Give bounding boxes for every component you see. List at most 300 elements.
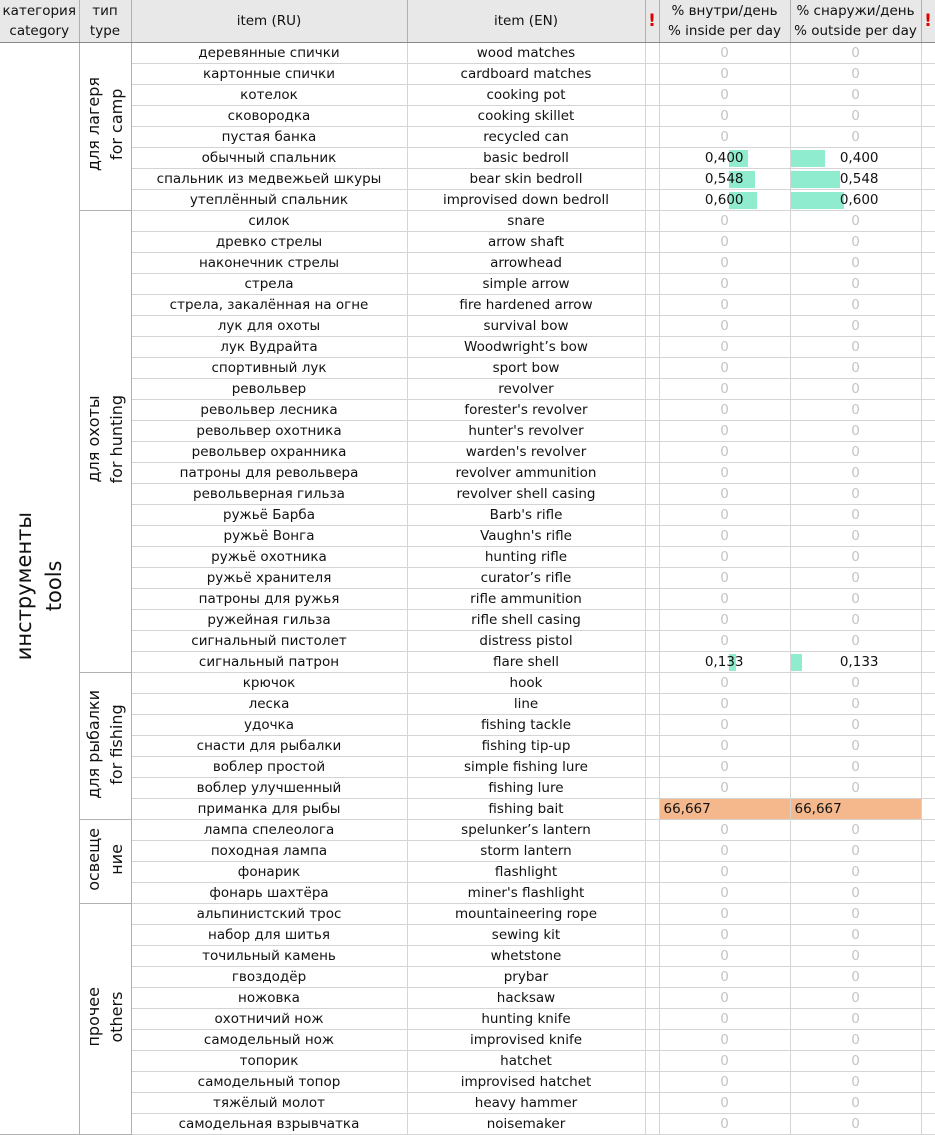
flag-cell-2[interactable]	[921, 106, 935, 127]
outside-value-cell[interactable]: 0	[790, 127, 921, 148]
header-exclamation-2[interactable]: !	[921, 0, 935, 43]
flag-cell-2[interactable]	[921, 1072, 935, 1093]
flag-cell-1[interactable]	[645, 610, 659, 631]
inside-value-cell[interactable]: 0	[659, 421, 790, 442]
category-cell[interactable]	[0, 43, 79, 1135]
flag-cell-1[interactable]	[645, 1114, 659, 1135]
item-en-cell[interactable]: wood matches	[407, 43, 645, 64]
outside-value-cell[interactable]: 0	[790, 85, 921, 106]
inside-value-cell[interactable]: 0	[659, 127, 790, 148]
outside-value-cell[interactable]: 0	[790, 631, 921, 652]
item-ru-cell[interactable]: ружьё хранителя	[131, 568, 407, 589]
item-ru-cell[interactable]: утеплённый спальник	[131, 190, 407, 211]
item-en-cell[interactable]: storm lantern	[407, 841, 645, 862]
flag-cell-1[interactable]	[645, 673, 659, 694]
flag-cell-1[interactable]	[645, 190, 659, 211]
flag-cell-2[interactable]	[921, 652, 935, 673]
flag-cell-2[interactable]	[921, 904, 935, 925]
outside-value-cell[interactable]: 0	[790, 1051, 921, 1072]
item-ru-cell[interactable]: стрела	[131, 274, 407, 295]
header-item-en[interactable]: item (EN)	[407, 0, 645, 43]
flag-cell-1[interactable]	[645, 358, 659, 379]
inside-value-cell[interactable]: 0	[659, 526, 790, 547]
flag-cell-1[interactable]	[645, 211, 659, 232]
outside-value-cell[interactable]: 0	[790, 463, 921, 484]
item-en-cell[interactable]: improvised knife	[407, 1030, 645, 1051]
flag-cell-2[interactable]	[921, 862, 935, 883]
inside-value-cell[interactable]: 0	[659, 631, 790, 652]
flag-cell-2[interactable]	[921, 169, 935, 190]
inside-value-cell[interactable]: 0	[659, 736, 790, 757]
outside-value-cell[interactable]: 0	[790, 967, 921, 988]
inside-value-cell[interactable]: 0	[659, 967, 790, 988]
flag-cell-2[interactable]	[921, 610, 935, 631]
item-en-cell[interactable]: basic bedroll	[407, 148, 645, 169]
inside-value-cell[interactable]	[659, 169, 790, 190]
item-en-cell[interactable]: rifle ammunition	[407, 589, 645, 610]
flag-cell-1[interactable]	[645, 841, 659, 862]
inside-value-cell[interactable]: 0	[659, 295, 790, 316]
flag-cell-1[interactable]	[645, 1051, 659, 1072]
outside-value-cell[interactable]: 0	[790, 232, 921, 253]
flag-cell-2[interactable]	[921, 547, 935, 568]
flag-cell-1[interactable]	[645, 463, 659, 484]
inside-value-cell[interactable]: 66,667	[659, 799, 790, 820]
item-ru-cell[interactable]: спальник из медвежьей шкуры	[131, 169, 407, 190]
flag-cell-2[interactable]	[921, 64, 935, 85]
item-en-cell[interactable]: whetstone	[407, 946, 645, 967]
flag-cell-2[interactable]	[921, 253, 935, 274]
flag-cell-1[interactable]	[645, 169, 659, 190]
inside-value-cell[interactable]: 0	[659, 463, 790, 484]
type-group-cell[interactable]	[79, 211, 131, 673]
item-ru-cell[interactable]: крючок	[131, 673, 407, 694]
header-category[interactable]: категория category	[0, 0, 79, 43]
inside-value-cell[interactable]: 0	[659, 106, 790, 127]
outside-value-cell[interactable]	[790, 190, 921, 211]
flag-cell-1[interactable]	[645, 1093, 659, 1114]
flag-cell-1[interactable]	[645, 946, 659, 967]
flag-cell-1[interactable]	[645, 1072, 659, 1093]
flag-cell-1[interactable]	[645, 148, 659, 169]
item-ru-cell[interactable]: удочка	[131, 715, 407, 736]
item-en-cell[interactable]: recycled can	[407, 127, 645, 148]
outside-value-cell[interactable]: 0	[790, 589, 921, 610]
inside-value-cell[interactable]: 0	[659, 778, 790, 799]
outside-value-cell[interactable]: 0	[790, 883, 921, 904]
flag-cell-1[interactable]	[645, 778, 659, 799]
flag-cell-1[interactable]	[645, 442, 659, 463]
item-ru-cell[interactable]: снасти для рыбалки	[131, 736, 407, 757]
item-en-cell[interactable]: noisemaker	[407, 1114, 645, 1135]
item-ru-cell[interactable]: тяжёлый молот	[131, 1093, 407, 1114]
item-ru-cell[interactable]: древко стрелы	[131, 232, 407, 253]
item-en-cell[interactable]: fire hardened arrow	[407, 295, 645, 316]
flag-cell-2[interactable]	[921, 358, 935, 379]
outside-value-cell[interactable]: 0	[790, 568, 921, 589]
type-group-cell[interactable]	[79, 43, 131, 211]
outside-value-cell[interactable]: 0	[790, 1009, 921, 1030]
item-ru-cell[interactable]: спортивный лук	[131, 358, 407, 379]
flag-cell-2[interactable]	[921, 463, 935, 484]
inside-value-cell[interactable]: 0	[659, 862, 790, 883]
outside-value-cell[interactable]: 0	[790, 442, 921, 463]
item-ru-cell[interactable]: деревянные спички	[131, 43, 407, 64]
item-ru-cell[interactable]: револьвер лесника	[131, 400, 407, 421]
item-en-cell[interactable]: cooking pot	[407, 85, 645, 106]
flag-cell-1[interactable]	[645, 232, 659, 253]
item-en-cell[interactable]: warden's revolver	[407, 442, 645, 463]
item-ru-cell[interactable]: топорик	[131, 1051, 407, 1072]
outside-value-cell[interactable]: 0	[790, 505, 921, 526]
inside-value-cell[interactable]: 0	[659, 64, 790, 85]
item-en-cell[interactable]: Barb's rifle	[407, 505, 645, 526]
flag-cell-1[interactable]	[645, 967, 659, 988]
flag-cell-2[interactable]	[921, 589, 935, 610]
item-ru-cell[interactable]: патроны для револьвера	[131, 463, 407, 484]
flag-cell-2[interactable]	[921, 421, 935, 442]
flag-cell-2[interactable]	[921, 442, 935, 463]
inside-value-cell[interactable]: 0	[659, 883, 790, 904]
flag-cell-1[interactable]	[645, 1009, 659, 1030]
flag-cell-2[interactable]	[921, 379, 935, 400]
outside-value-cell[interactable]: 0	[790, 925, 921, 946]
outside-value-cell[interactable]: 0	[790, 1114, 921, 1135]
item-ru-cell[interactable]: револьвер	[131, 379, 407, 400]
flag-cell-1[interactable]	[645, 127, 659, 148]
flag-cell-1[interactable]	[645, 526, 659, 547]
flag-cell-2[interactable]	[921, 484, 935, 505]
flag-cell-2[interactable]	[921, 127, 935, 148]
item-ru-cell[interactable]: фонарик	[131, 862, 407, 883]
inside-value-cell[interactable]: 0	[659, 400, 790, 421]
item-ru-cell[interactable]: ружьё Барба	[131, 505, 407, 526]
flag-cell-2[interactable]	[921, 190, 935, 211]
inside-value-cell[interactable]: 0	[659, 358, 790, 379]
flag-cell-1[interactable]	[645, 862, 659, 883]
item-en-cell[interactable]: fishing tip-up	[407, 736, 645, 757]
flag-cell-1[interactable]	[645, 274, 659, 295]
item-en-cell[interactable]: mountaineering rope	[407, 904, 645, 925]
flag-cell-2[interactable]	[921, 1114, 935, 1135]
item-en-cell[interactable]: prybar	[407, 967, 645, 988]
item-ru-cell[interactable]: сигнальный пистолет	[131, 631, 407, 652]
item-en-cell[interactable]: revolver	[407, 379, 645, 400]
inside-value-cell[interactable]: 0	[659, 211, 790, 232]
flag-cell-1[interactable]	[645, 925, 659, 946]
outside-value-cell[interactable]: 0	[790, 673, 921, 694]
outside-value-cell[interactable]: 0	[790, 211, 921, 232]
outside-value-cell[interactable]: 0	[790, 757, 921, 778]
flag-cell-2[interactable]	[921, 274, 935, 295]
outside-value-cell[interactable]	[790, 169, 921, 190]
flag-cell-2[interactable]	[921, 316, 935, 337]
flag-cell-2[interactable]	[921, 337, 935, 358]
outside-value-cell[interactable]: 0	[790, 610, 921, 631]
outside-value-cell[interactable]: 0	[790, 946, 921, 967]
flag-cell-2[interactable]	[921, 295, 935, 316]
flag-cell-1[interactable]	[645, 421, 659, 442]
type-group-cell[interactable]	[79, 673, 131, 820]
flag-cell-2[interactable]	[921, 1093, 935, 1114]
inside-value-cell[interactable]: 0	[659, 232, 790, 253]
item-en-cell[interactable]: heavy hammer	[407, 1093, 645, 1114]
item-en-cell[interactable]: forester's revolver	[407, 400, 645, 421]
item-en-cell[interactable]: sewing kit	[407, 925, 645, 946]
item-ru-cell[interactable]: самодельная взрывчатка	[131, 1114, 407, 1135]
item-en-cell[interactable]: hacksaw	[407, 988, 645, 1009]
item-ru-cell[interactable]: воблер простой	[131, 757, 407, 778]
item-ru-cell[interactable]: набор для шитья	[131, 925, 407, 946]
outside-value-cell[interactable]	[790, 148, 921, 169]
flag-cell-2[interactable]	[921, 211, 935, 232]
inside-value-cell[interactable]: 0	[659, 274, 790, 295]
item-en-cell[interactable]: hunting rifle	[407, 547, 645, 568]
item-en-cell[interactable]: miner's flashlight	[407, 883, 645, 904]
outside-value-cell[interactable]: 0	[790, 400, 921, 421]
item-ru-cell[interactable]: наконечник стрелы	[131, 253, 407, 274]
inside-value-cell[interactable]: 0	[659, 547, 790, 568]
inside-value-cell[interactable]: 0	[659, 484, 790, 505]
item-ru-cell[interactable]: лампа спелеолога	[131, 820, 407, 841]
item-ru-cell[interactable]: сигнальный патрон	[131, 652, 407, 673]
outside-value-cell[interactable]: 0	[790, 526, 921, 547]
flag-cell-1[interactable]	[645, 736, 659, 757]
inside-value-cell[interactable]: 0	[659, 946, 790, 967]
flag-cell-1[interactable]	[645, 337, 659, 358]
flag-cell-2[interactable]	[921, 526, 935, 547]
inside-value-cell[interactable]: 0	[659, 673, 790, 694]
item-en-cell[interactable]: line	[407, 694, 645, 715]
outside-value-cell[interactable]	[790, 652, 921, 673]
flag-cell-2[interactable]	[921, 736, 935, 757]
outside-value-cell[interactable]: 0	[790, 862, 921, 883]
item-en-cell[interactable]: spelunker’s lantern	[407, 820, 645, 841]
inside-value-cell[interactable]: 0	[659, 505, 790, 526]
flag-cell-2[interactable]	[921, 946, 935, 967]
outside-value-cell[interactable]: 0	[790, 484, 921, 505]
item-en-cell[interactable]: fishing bait	[407, 799, 645, 820]
flag-cell-1[interactable]	[645, 988, 659, 1009]
item-en-cell[interactable]: curator’s rifle	[407, 568, 645, 589]
item-ru-cell[interactable]: воблер улучшенный	[131, 778, 407, 799]
item-ru-cell[interactable]: ружьё охотника	[131, 547, 407, 568]
item-ru-cell[interactable]: револьвер охранника	[131, 442, 407, 463]
inside-value-cell[interactable]: 0	[659, 757, 790, 778]
flag-cell-1[interactable]	[645, 715, 659, 736]
outside-value-cell[interactable]: 0	[790, 316, 921, 337]
inside-value-cell[interactable]: 0	[659, 1051, 790, 1072]
inside-value-cell[interactable]: 0	[659, 820, 790, 841]
flag-cell-1[interactable]	[645, 484, 659, 505]
inside-value-cell[interactable]: 0	[659, 694, 790, 715]
flag-cell-2[interactable]	[921, 715, 935, 736]
flag-cell-2[interactable]	[921, 820, 935, 841]
outside-value-cell[interactable]: 0	[790, 358, 921, 379]
item-en-cell[interactable]: hunter's revolver	[407, 421, 645, 442]
flag-cell-2[interactable]	[921, 799, 935, 820]
outside-value-cell[interactable]: 0	[790, 1093, 921, 1114]
outside-value-cell[interactable]: 0	[790, 988, 921, 1009]
outside-value-cell[interactable]: 66,667	[790, 799, 921, 820]
inside-value-cell[interactable]: 0	[659, 379, 790, 400]
item-ru-cell[interactable]: охотничий нож	[131, 1009, 407, 1030]
outside-value-cell[interactable]: 0	[790, 43, 921, 64]
item-en-cell[interactable]: revolver ammunition	[407, 463, 645, 484]
flag-cell-2[interactable]	[921, 988, 935, 1009]
inside-value-cell[interactable]: 0	[659, 1114, 790, 1135]
inside-value-cell[interactable]	[659, 148, 790, 169]
flag-cell-2[interactable]	[921, 400, 935, 421]
flag-cell-2[interactable]	[921, 1051, 935, 1072]
flag-cell-1[interactable]	[645, 1030, 659, 1051]
item-en-cell[interactable]: flare shell	[407, 652, 645, 673]
item-ru-cell[interactable]: стрела, закалённая на огне	[131, 295, 407, 316]
flag-cell-1[interactable]	[645, 505, 659, 526]
item-ru-cell[interactable]: лук для охоты	[131, 316, 407, 337]
item-ru-cell[interactable]: револьвер охотника	[131, 421, 407, 442]
outside-value-cell[interactable]: 0	[790, 736, 921, 757]
flag-cell-1[interactable]	[645, 547, 659, 568]
outside-value-cell[interactable]: 0	[790, 904, 921, 925]
inside-value-cell[interactable]: 0	[659, 568, 790, 589]
flag-cell-2[interactable]	[921, 883, 935, 904]
flag-cell-1[interactable]	[645, 295, 659, 316]
flag-cell-1[interactable]	[645, 379, 659, 400]
inside-value-cell[interactable]: 0	[659, 841, 790, 862]
item-ru-cell[interactable]: котелок	[131, 85, 407, 106]
flag-cell-1[interactable]	[645, 43, 659, 64]
item-en-cell[interactable]: rifle shell casing	[407, 610, 645, 631]
inside-value-cell[interactable]: 0	[659, 1093, 790, 1114]
flag-cell-2[interactable]	[921, 631, 935, 652]
flag-cell-1[interactable]	[645, 85, 659, 106]
item-en-cell[interactable]: Woodwright’s bow	[407, 337, 645, 358]
item-ru-cell[interactable]: самодельный нож	[131, 1030, 407, 1051]
inside-value-cell[interactable]: 0	[659, 610, 790, 631]
item-ru-cell[interactable]: ружейная гильза	[131, 610, 407, 631]
outside-value-cell[interactable]: 0	[790, 1072, 921, 1093]
outside-value-cell[interactable]: 0	[790, 1030, 921, 1051]
outside-value-cell[interactable]: 0	[790, 820, 921, 841]
outside-value-cell[interactable]: 0	[790, 253, 921, 274]
inside-value-cell[interactable]: 0	[659, 316, 790, 337]
flag-cell-2[interactable]	[921, 1009, 935, 1030]
inside-value-cell[interactable]: 0	[659, 85, 790, 106]
item-ru-cell[interactable]: револьверная гильза	[131, 484, 407, 505]
item-en-cell[interactable]: flashlight	[407, 862, 645, 883]
outside-value-cell[interactable]: 0	[790, 421, 921, 442]
item-en-cell[interactable]: revolver shell casing	[407, 484, 645, 505]
item-en-cell[interactable]: Vaughn's rifle	[407, 526, 645, 547]
item-ru-cell[interactable]: пустая банка	[131, 127, 407, 148]
item-ru-cell[interactable]: гвоздодёр	[131, 967, 407, 988]
flag-cell-2[interactable]	[921, 568, 935, 589]
flag-cell-2[interactable]	[921, 694, 935, 715]
item-en-cell[interactable]: snare	[407, 211, 645, 232]
item-en-cell[interactable]: cooking skillet	[407, 106, 645, 127]
item-ru-cell[interactable]: патроны для ружья	[131, 589, 407, 610]
flag-cell-2[interactable]	[921, 673, 935, 694]
flag-cell-1[interactable]	[645, 883, 659, 904]
flag-cell-1[interactable]	[645, 652, 659, 673]
inside-value-cell[interactable]: 0	[659, 442, 790, 463]
item-ru-cell[interactable]: фонарь шахтёра	[131, 883, 407, 904]
item-ru-cell[interactable]: альпинистский трос	[131, 904, 407, 925]
item-en-cell[interactable]: survival bow	[407, 316, 645, 337]
item-ru-cell[interactable]: силок	[131, 211, 407, 232]
item-en-cell[interactable]: sport bow	[407, 358, 645, 379]
inside-value-cell[interactable]: 0	[659, 715, 790, 736]
flag-cell-1[interactable]	[645, 904, 659, 925]
flag-cell-2[interactable]	[921, 778, 935, 799]
type-group-cell[interactable]	[79, 904, 131, 1135]
item-en-cell[interactable]: arrowhead	[407, 253, 645, 274]
inside-value-cell[interactable]: 0	[659, 988, 790, 1009]
item-ru-cell[interactable]: точильный камень	[131, 946, 407, 967]
inside-value-cell[interactable]: 0	[659, 1072, 790, 1093]
item-en-cell[interactable]: simple arrow	[407, 274, 645, 295]
inside-value-cell[interactable]	[659, 652, 790, 673]
item-en-cell[interactable]: simple fishing lure	[407, 757, 645, 778]
header-type[interactable]: тип type	[79, 0, 131, 43]
item-en-cell[interactable]: hook	[407, 673, 645, 694]
item-ru-cell[interactable]: ножовка	[131, 988, 407, 1009]
item-ru-cell[interactable]: картонные спички	[131, 64, 407, 85]
flag-cell-1[interactable]	[645, 631, 659, 652]
inside-value-cell[interactable]: 0	[659, 904, 790, 925]
item-ru-cell[interactable]: самодельный топор	[131, 1072, 407, 1093]
item-en-cell[interactable]: hunting knife	[407, 1009, 645, 1030]
outside-value-cell[interactable]: 0	[790, 778, 921, 799]
flag-cell-2[interactable]	[921, 43, 935, 64]
flag-cell-1[interactable]	[645, 106, 659, 127]
inside-value-cell[interactable]: 0	[659, 1030, 790, 1051]
header-exclamation-1[interactable]: !	[645, 0, 659, 43]
inside-value-cell[interactable]: 0	[659, 925, 790, 946]
inside-value-cell[interactable]: 0	[659, 253, 790, 274]
item-en-cell[interactable]: improvised down bedroll	[407, 190, 645, 211]
flag-cell-1[interactable]	[645, 589, 659, 610]
flag-cell-2[interactable]	[921, 967, 935, 988]
flag-cell-1[interactable]	[645, 316, 659, 337]
outside-value-cell[interactable]: 0	[790, 547, 921, 568]
inside-value-cell[interactable]: 0	[659, 589, 790, 610]
flag-cell-2[interactable]	[921, 232, 935, 253]
item-ru-cell[interactable]: леска	[131, 694, 407, 715]
flag-cell-1[interactable]	[645, 568, 659, 589]
flag-cell-2[interactable]	[921, 841, 935, 862]
item-en-cell[interactable]: fishing tackle	[407, 715, 645, 736]
header-item-ru[interactable]: item (RU)	[131, 0, 407, 43]
flag-cell-2[interactable]	[921, 925, 935, 946]
item-en-cell[interactable]: cardboard matches	[407, 64, 645, 85]
item-ru-cell[interactable]: сковородка	[131, 106, 407, 127]
item-en-cell[interactable]: distress pistol	[407, 631, 645, 652]
outside-value-cell[interactable]: 0	[790, 64, 921, 85]
flag-cell-1[interactable]	[645, 64, 659, 85]
outside-value-cell[interactable]: 0	[790, 715, 921, 736]
outside-value-cell[interactable]: 0	[790, 295, 921, 316]
inside-value-cell[interactable]	[659, 190, 790, 211]
flag-cell-1[interactable]	[645, 820, 659, 841]
outside-value-cell[interactable]: 0	[790, 379, 921, 400]
header-inside[interactable]: % внутри/день % inside per day	[659, 0, 790, 43]
item-en-cell[interactable]: bear skin bedroll	[407, 169, 645, 190]
item-en-cell[interactable]: arrow shaft	[407, 232, 645, 253]
item-ru-cell[interactable]: приманка для рыбы	[131, 799, 407, 820]
outside-value-cell[interactable]: 0	[790, 274, 921, 295]
